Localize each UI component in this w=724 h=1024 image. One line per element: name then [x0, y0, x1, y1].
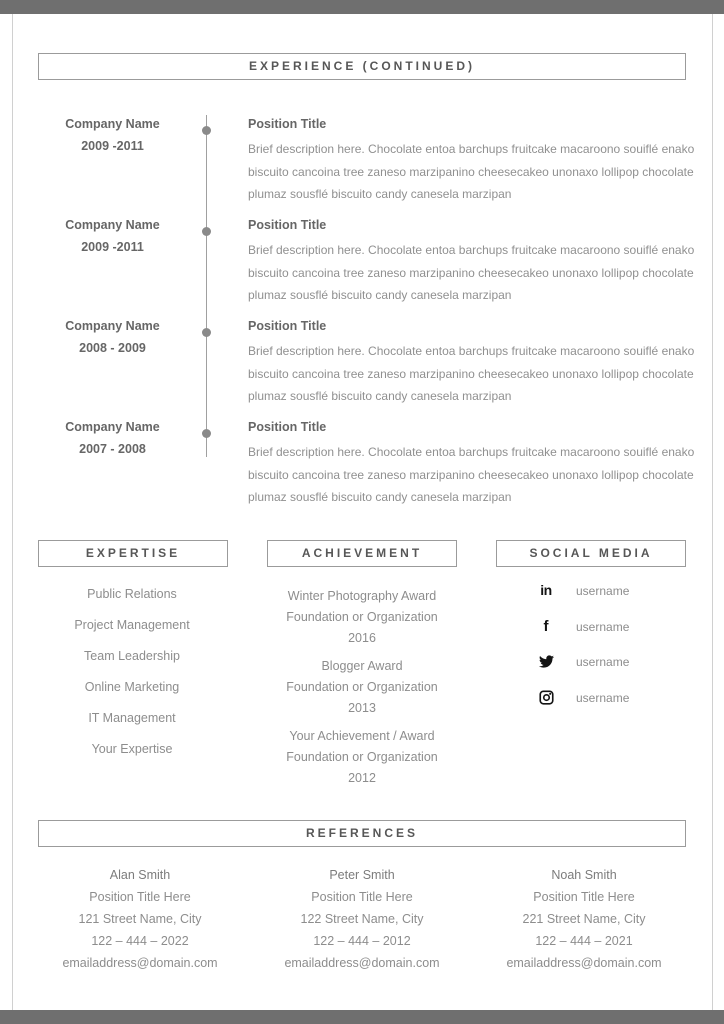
entry-content: [248, 416, 698, 509]
references-section-title: REFERENCES: [38, 820, 686, 847]
position-title: Position Title: [248, 218, 327, 232]
social-media-section-title: SOCIAL MEDIA: [496, 540, 686, 567]
achievement-award: Winter Photography Award: [287, 589, 437, 603]
expertise-item: IT Management: [88, 711, 176, 725]
position-title: Position Title: [248, 319, 327, 333]
reference-name: Noah Smith: [551, 868, 617, 882]
reference-email: emailaddress@domain.com: [62, 956, 218, 970]
entry-content: [248, 113, 698, 206]
reference-position: Position Title Here: [89, 890, 191, 904]
timeline-dot: [202, 328, 211, 337]
company-name: Company Name: [65, 117, 160, 131]
expertise-list: [38, 583, 226, 769]
reference-phone: 122 – 444 – 2021: [535, 934, 633, 948]
entry-description-line: biscuito cancoina tree zaneso marzipanino cheesecakeo unonaxo lollipop chocolate: [248, 467, 694, 482]
reference-name: Alan Smith: [109, 868, 171, 882]
achievement-item: [252, 586, 472, 649]
reference-name: Peter Smith: [329, 868, 395, 882]
twitter-icon: [534, 653, 558, 671]
achievement-year: 2013: [348, 701, 376, 715]
timeline-dot: [202, 126, 211, 135]
reference-address: 122 Street Name, City: [300, 912, 424, 926]
timeline-line: [206, 115, 207, 457]
social-username: username: [576, 655, 630, 669]
reference-position: Position Title Here: [533, 890, 635, 904]
achievement-section-title: ACHIEVEMENT: [267, 540, 457, 567]
company-name: Company Name: [65, 319, 160, 333]
social-row: [498, 582, 686, 618]
achievement-year: 2012: [348, 771, 376, 785]
entry-description-line: plumaz sousflé biscuito candy canesela marzipan: [248, 288, 512, 302]
reference-email: emailaddress@domain.com: [506, 956, 662, 970]
entry-description-line: Brief description here. Chocolate entoa barchups fruitcake macaroono souiflé enako: [248, 142, 695, 156]
page-frame-bottom: [0, 1010, 724, 1024]
reference-phone: 122 – 444 – 2022: [91, 934, 189, 948]
expertise-item: Online Marketing: [84, 680, 180, 694]
facebook-icon: f: [543, 617, 549, 635]
reference-address: 121 Street Name, City: [78, 912, 202, 926]
company-dates: 2009 -2011: [81, 240, 144, 254]
linkedin-icon: in: [540, 582, 552, 598]
entry-description-line: plumaz sousflé biscuito candy canesela marzipan: [248, 490, 512, 504]
reference-card: [259, 864, 465, 974]
entry-description-line: Brief description here. Chocolate entoa barchups fruitcake macaroono souiflé enako: [248, 344, 695, 358]
entry-description-line: plumaz sousflé biscuito candy canesela marzipan: [248, 187, 512, 201]
expertise-item: Team Leadership: [84, 649, 180, 663]
reference-phone: 122 – 444 – 2012: [313, 934, 411, 948]
expertise-item: Project Management: [74, 618, 190, 632]
company-block: [50, 315, 175, 359]
entry-description-line: biscuito cancoina tree zaneso marzipanino cheesecakeo unonaxo lollipop chocolate: [248, 366, 694, 381]
reference-card: [37, 864, 243, 974]
position-title: Position Title: [248, 117, 327, 131]
page-frame-top: [0, 0, 724, 14]
achievement-list: [252, 586, 472, 796]
entry-description-line: Brief description here. Chocolate entoa barchups fruitcake macaroono souiflé enako: [248, 243, 695, 257]
entry-description-line: plumaz sousflé biscuito candy canesela marzipan: [248, 389, 512, 403]
expertise-section-title: EXPERTISE: [38, 540, 228, 567]
timeline-dot: [202, 227, 211, 236]
company-block: [50, 113, 175, 157]
company-name: Company Name: [65, 218, 160, 232]
expertise-item: Public Relations: [87, 587, 177, 601]
achievement-organization: Foundation or Organization: [286, 680, 438, 694]
achievement-item: [252, 726, 472, 789]
social-row: [498, 618, 686, 654]
company-dates: 2009 -2011: [81, 139, 144, 153]
entry-description-line: biscuito cancoina tree zaneso marzipanino cheesecakeo unonaxo lollipop chocolate: [248, 164, 694, 179]
instagram-icon: [534, 689, 558, 707]
social-media-list: [498, 582, 686, 724]
achievement-award: Your Achievement / Award: [289, 729, 435, 743]
timeline-dot: [202, 429, 211, 438]
social-username: username: [576, 690, 630, 705]
company-block: [50, 214, 175, 258]
social-username: username: [576, 584, 630, 598]
social-username: username: [576, 619, 630, 634]
reference-position: Position Title Here: [311, 890, 413, 904]
entry-content: [248, 214, 698, 307]
reference-email: emailaddress@domain.com: [284, 956, 440, 970]
achievement-award: Blogger Award: [321, 659, 403, 673]
social-row: [498, 653, 686, 689]
achievement-item: [252, 656, 472, 719]
company-dates: 2008 - 2009: [79, 341, 146, 355]
company-name: Company Name: [65, 420, 160, 434]
experience-section-title: EXPERIENCE (CONTINUED): [38, 53, 686, 80]
achievement-year: 2016: [348, 631, 376, 645]
position-title: Position Title: [248, 420, 327, 434]
achievement-organization: Foundation or Organization: [286, 750, 438, 764]
reference-address: 221 Street Name, City: [522, 912, 646, 926]
achievement-organization: Foundation or Organization: [286, 610, 438, 624]
company-dates: 2007 - 2008: [79, 442, 146, 456]
social-row: [498, 689, 686, 725]
entry-content: [248, 315, 698, 408]
expertise-item: Your Expertise: [91, 742, 173, 756]
entry-description-line: Brief description here. Chocolate entoa barchups fruitcake macaroono souiflé enako: [248, 445, 695, 459]
reference-card: [481, 864, 687, 974]
entry-description-line: biscuito cancoina tree zaneso marzipanino cheesecakeo unonaxo lollipop chocolate: [248, 265, 694, 280]
company-block: [50, 416, 175, 460]
